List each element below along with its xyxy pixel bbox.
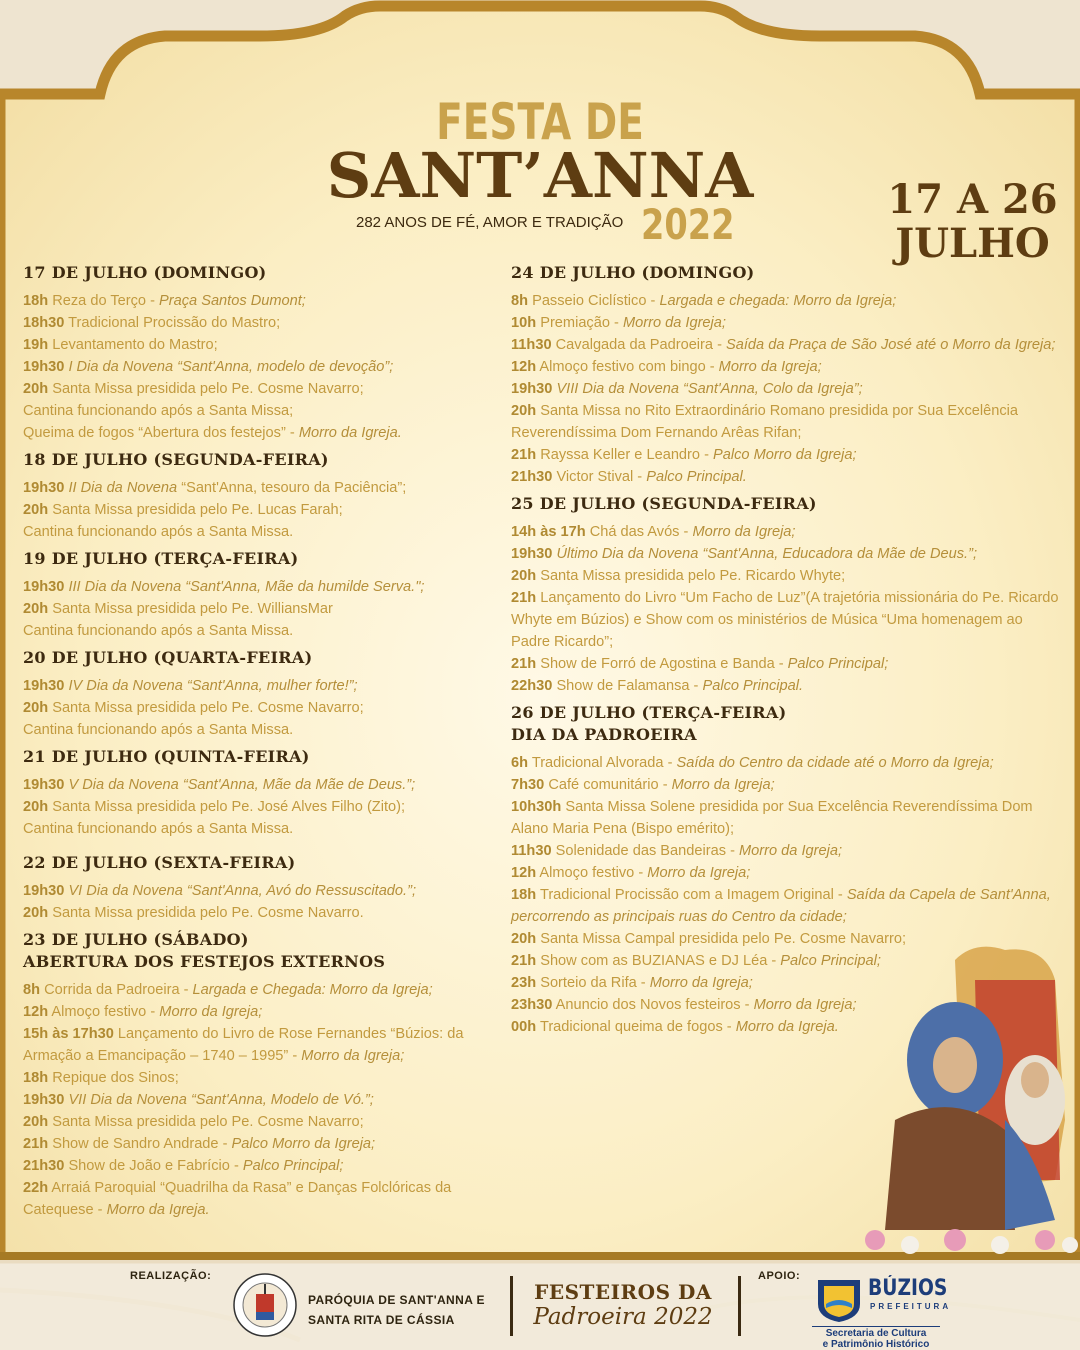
event-time: 14h às 17h — [511, 524, 586, 540]
event-list — [23, 576, 493, 642]
event-time: 19h30 — [23, 1092, 65, 1108]
day-title: 20 DE JULHO (QUARTA-FEIRA) — [23, 648, 313, 667]
event-text: Show de João e Fabrício — [64, 1158, 230, 1174]
schedule-left-column — [23, 262, 493, 1221]
event-time: 19h30 — [23, 883, 65, 899]
event-time: 18h30 — [23, 315, 65, 331]
event-item — [511, 862, 1061, 884]
realizacao-label: REALIZAÇÃO: — [130, 1270, 212, 1282]
event-place: Palco Principal; — [780, 953, 881, 969]
event-time: 18h — [511, 887, 537, 903]
event-place: Morro da Igreja; — [159, 1004, 263, 1020]
event-text: Santa Missa presidida pelo Pe. Cosme Navarro. — [48, 905, 364, 921]
date-range-line2: JULHO — [895, 220, 1050, 267]
event-time: 11h30 — [511, 843, 552, 859]
day-title: 24 DE JULHO (DOMINGO) — [511, 263, 755, 282]
event-separator: - — [700, 447, 714, 463]
event-text: Almoço festivo — [536, 865, 635, 881]
event-text: Cantina funcionando após a Santa Missa. — [23, 524, 294, 540]
event-text: Tradicional Procissão do Mastro; — [64, 315, 281, 331]
event-time: 18h — [23, 1070, 49, 1086]
event-item — [23, 290, 493, 312]
event-separator: - — [679, 524, 693, 540]
event-time: 20h — [23, 799, 49, 815]
event-item — [511, 312, 1061, 334]
event-item — [511, 840, 1061, 862]
day-heading — [23, 852, 493, 874]
event-time: 6h — [511, 755, 529, 771]
event-text: Levantamento do Mastro; — [48, 337, 218, 353]
event-time: 23h30 — [511, 997, 553, 1013]
event-time: 12h — [511, 865, 537, 881]
day-section — [511, 262, 1061, 488]
event-item — [23, 697, 493, 719]
event-text: Santa Missa Solene presidida por Sua Excelência Reverendíssima Dom Alano Maria Pena (Bispo emérito); — [511, 799, 1033, 837]
event-text: Corrida da Padroeira — [40, 982, 180, 998]
event-separator: - — [609, 315, 623, 331]
event-place: Morro da Igreja; — [647, 865, 751, 881]
event-time: 21h — [511, 656, 537, 672]
event-time: 19h30 — [511, 546, 553, 562]
event-text: Show de Forró de Agostina e Banda — [536, 656, 775, 672]
event-text: Santa Missa presidida pelo Pe. Ricardo Whyte; — [536, 568, 846, 584]
event-place: I Dia da Novena “Sant'Anna, modelo de devoção”; — [68, 359, 394, 375]
subtitle: 282 ANOS DE FÉ, AMOR E TRADIÇÃO — [356, 214, 624, 231]
event-time: 20h — [511, 403, 537, 419]
event-separator: - — [146, 293, 160, 309]
event-place: II Dia da Novena — [68, 480, 178, 496]
festeiros-subtitle: Padroeira 2022 — [533, 1304, 713, 1330]
event-text: Victor Stival — [552, 469, 634, 485]
day-title: 26 DE JULHO (TERÇA-FEIRA) — [511, 703, 787, 722]
event-text: Café comunitário — [544, 777, 659, 793]
event-item — [511, 290, 1061, 312]
event-separator: - — [767, 953, 781, 969]
event-time: 21h30 — [511, 469, 553, 485]
day-title: 18 DE JULHO (SEGUNDA-FEIRA) — [23, 450, 329, 469]
event-item — [23, 1023, 493, 1067]
event-item — [23, 499, 493, 521]
event-separator: - — [705, 359, 719, 375]
event-place: Palco Principal. — [646, 469, 747, 485]
event-text: Arraiá Paroquial “Quadrilha da Rasa” e Danças Folclóricas da Catequese — [23, 1180, 452, 1218]
event-time: 19h30 — [23, 777, 65, 793]
event-item — [511, 466, 1061, 488]
day-heading — [23, 647, 493, 669]
event-time: 8h — [23, 982, 41, 998]
day-heading — [23, 746, 493, 768]
event-item — [23, 356, 493, 378]
event-text: Santa Missa presidida pelo Pe. Lucas Farah; — [48, 502, 343, 518]
event-place: Morro da Igreja; — [649, 975, 753, 991]
event-item — [511, 653, 1061, 675]
event-item — [23, 818, 493, 840]
event-time: 22h — [23, 1180, 49, 1196]
event-text: Show de Falamansa — [552, 678, 690, 694]
event-place: Morro da Igreja. — [735, 1019, 839, 1035]
event-item — [511, 774, 1061, 796]
event-time: 20h — [23, 1114, 49, 1130]
event-item — [23, 1177, 493, 1221]
event-text: Tradicional Alvorada — [528, 755, 664, 771]
title-year: 2022 — [641, 200, 735, 249]
day-title: 23 DE JULHO (SÁBADO) — [23, 930, 249, 949]
event-item — [511, 675, 1061, 697]
event-item — [23, 422, 493, 444]
event-separator: - — [663, 755, 677, 771]
event-item — [23, 675, 493, 697]
event-separator: - — [658, 777, 672, 793]
title-santanna: SANT’ANNA — [326, 139, 754, 212]
event-place: Saída do Centro da cidade até o Morro da Igreja; — [676, 755, 994, 771]
event-separator: - — [179, 982, 193, 998]
event-separator: - — [722, 1019, 736, 1035]
secretaria-label: Secretaria de Cultura e Patrimônio Histórico — [812, 1326, 940, 1350]
event-time: 20h — [23, 502, 49, 518]
event-text: Tradicional Procissão com a Imagem Original — [536, 887, 834, 903]
saint-anne-statue-image — [855, 940, 1080, 1258]
event-time: 20h — [23, 601, 49, 617]
event-text: Anuncio dos Novos festeiros — [552, 997, 741, 1013]
event-time: 12h — [23, 1004, 49, 1020]
event-separator: - — [93, 1202, 107, 1218]
event-text: Cavalgada da Padroeira — [551, 337, 714, 353]
event-text: Santa Missa presidida pelo Pe. José Alves Filho (Zito); — [48, 799, 406, 815]
day-section — [23, 746, 493, 840]
event-separator: - — [285, 425, 299, 441]
event-text: Rayssa Keller e Leandro — [536, 447, 701, 463]
event-separator: - — [634, 865, 648, 881]
event-list — [23, 774, 493, 840]
event-item — [23, 312, 493, 334]
event-place: Morro da Igreja; — [622, 315, 726, 331]
event-item — [511, 444, 1061, 466]
day-heading — [23, 929, 493, 973]
day-section — [23, 548, 493, 642]
event-separator: - — [713, 337, 727, 353]
event-item — [511, 334, 1061, 356]
event-item — [511, 565, 1061, 587]
event-item — [23, 774, 493, 796]
event-time: 8h — [511, 293, 529, 309]
event-item — [23, 979, 493, 1001]
event-item — [23, 620, 493, 642]
event-text: Reza do Terço — [48, 293, 147, 309]
event-item — [23, 576, 493, 598]
event-time: 19h30 — [511, 381, 553, 397]
parish-name: PARÓQUIA DE SANT'ANNA E SANTA RITA DE CÁSSIA — [308, 1293, 485, 1327]
event-list — [23, 675, 493, 741]
event-time: 21h30 — [23, 1158, 65, 1174]
event-text: Lançamento do Livro de Rose Fernandes “Búzios: da Armação a Emancipação – 1740 – 1995” — [23, 1026, 464, 1064]
event-item — [23, 1067, 493, 1089]
event-text: Chá das Avós — [585, 524, 680, 540]
event-text: Cantina funcionando após a Santa Missa. — [23, 623, 294, 639]
day-section — [23, 852, 493, 924]
event-item — [511, 521, 1061, 543]
event-list — [23, 290, 493, 444]
event-time: 10h — [511, 315, 537, 331]
event-list — [23, 979, 493, 1221]
event-text: Santa Missa Campal presidida pelo Pe. Cosme Navarro; — [536, 931, 907, 947]
buzios-crest-logo — [812, 1274, 866, 1324]
footer-divider — [738, 1276, 741, 1336]
event-text: “Sant'Anna, tesouro da Paciência”; — [177, 480, 407, 496]
schedule-right-column — [511, 262, 1061, 1038]
festeiros-title: FESTEIROS DA — [534, 1280, 712, 1304]
event-item — [23, 1155, 493, 1177]
event-separator: - — [636, 975, 650, 991]
event-text: Lançamento do Livro “Um Facho de Luz”(A trajetória missionária do Pe. Ricardo Whyte em Búzios) e Show com os ministérios de Música “Uma homenagem ao Padre Ricardo”; — [511, 590, 1059, 650]
event-item — [511, 796, 1061, 840]
event-time: 18h — [23, 293, 49, 309]
event-text: Santa Missa presidida pelo Pe. Cosme Navarro; — [48, 381, 364, 397]
event-item — [23, 902, 493, 924]
day-title: 21 DE JULHO (QUINTA-FEIRA) — [23, 747, 310, 766]
event-time: 21h — [511, 953, 537, 969]
event-place: VI Dia da Novena “Sant'Anna, Avó do Ressuscitado.”; — [68, 883, 417, 899]
event-separator: - — [774, 656, 788, 672]
event-place: Largada e Chegada: Morro da Igreja; — [192, 982, 433, 998]
day-section — [23, 647, 493, 741]
day-heading — [23, 548, 493, 570]
day-heading — [511, 493, 1061, 515]
event-time: 19h30 — [23, 678, 65, 694]
day-heading — [511, 262, 1061, 284]
event-item — [23, 796, 493, 818]
event-time: 11h30 — [511, 337, 552, 353]
event-place: Morro da Igreja; — [718, 359, 822, 375]
event-item — [23, 880, 493, 902]
day-title: 22 DE JULHO (SEXTA-FEIRA) — [23, 853, 296, 872]
event-place: Morro da Igreja; — [671, 777, 775, 793]
event-time: 19h30 — [23, 480, 65, 496]
event-time: 19h — [23, 337, 49, 353]
event-item — [23, 598, 493, 620]
date-range — [880, 178, 1065, 266]
event-place: Palco Morro da Igreja; — [231, 1136, 376, 1152]
event-item — [511, 752, 1061, 774]
day-heading — [23, 449, 493, 471]
apoio-label: APOIO: — [758, 1270, 801, 1282]
event-text: Santa Missa presidida pelo Pe. WilliansMar — [48, 601, 333, 617]
day-title: 25 DE JULHO (SEGUNDA-FEIRA) — [511, 494, 817, 513]
buzios-prefeitura: PREFEITURA — [870, 1302, 952, 1311]
event-separator: - — [740, 997, 754, 1013]
event-time: 20h — [511, 568, 537, 584]
event-item — [23, 1089, 493, 1111]
event-place: Palco Morro da Igreja; — [713, 447, 857, 463]
day-section — [511, 493, 1061, 697]
event-item — [23, 334, 493, 356]
event-place: Palco Principal. — [702, 678, 804, 694]
event-item — [23, 1133, 493, 1155]
event-text: Cantina funcionando após a Santa Missa. — [23, 722, 294, 738]
event-list — [23, 477, 493, 543]
event-item — [23, 378, 493, 400]
event-place: VII Dia da Novena “Sant'Anna, Modelo de Vó.”; — [68, 1092, 374, 1108]
event-item — [23, 400, 493, 422]
event-item — [511, 543, 1061, 565]
event-time: 19h30 — [23, 359, 65, 375]
event-item — [23, 1001, 493, 1023]
day-section — [23, 262, 493, 444]
event-place: Morro da Igreja. — [106, 1202, 210, 1218]
event-place: Morro da Igreja; — [739, 843, 843, 859]
event-separator: - — [229, 1158, 243, 1174]
buzios-name: BÚZIOS — [868, 1276, 948, 1301]
event-time: 20h — [23, 381, 49, 397]
event-text: Tradicional queima de fogos — [536, 1019, 723, 1035]
event-item — [23, 719, 493, 741]
day-title: 19 DE JULHO (TERÇA-FEIRA) — [23, 549, 299, 568]
event-separator: - — [833, 887, 847, 903]
event-item — [23, 477, 493, 499]
day-heading — [511, 702, 1061, 746]
event-text: Santa Missa no Rito Extraordinário Romano presidida por Sua Excelência Reverendíssima Dom Fernando Arêas Rifan; — [511, 403, 1018, 441]
event-text: Santa Missa presidida pelo Pe. Cosme Navarro; — [48, 1114, 364, 1130]
event-item — [511, 356, 1061, 378]
day-section — [23, 929, 493, 1221]
event-time: 21h — [23, 1136, 49, 1152]
event-text: Solenidade das Bandeiras — [551, 843, 727, 859]
event-text: Santa Missa presidida pelo Pe. Cosme Navarro; — [48, 700, 364, 716]
event-place: IV Dia da Novena “Sant'Anna, mulher forte!”; — [68, 678, 358, 694]
event-text: Repique dos Sinos; — [48, 1070, 179, 1086]
event-time: 15h às 17h30 — [23, 1026, 114, 1042]
event-separator: - — [218, 1136, 232, 1152]
day-subtitle: DIA DA PADROEIRA — [511, 725, 697, 744]
event-separator: - — [689, 678, 703, 694]
event-place: Morro da Igreja. — [298, 425, 402, 441]
event-text: Queima de fogos “Abertura dos festejos” — [23, 425, 286, 441]
event-separator: - — [288, 1048, 302, 1064]
event-separator: - — [726, 843, 740, 859]
date-range-line1: 17 A 26 — [887, 176, 1058, 223]
event-separator: - — [633, 469, 647, 485]
event-time: 7h30 — [511, 777, 545, 793]
event-time: 12h — [511, 359, 537, 375]
event-place: Palco Principal; — [242, 1158, 344, 1174]
event-time: 21h — [511, 447, 537, 463]
event-place: Morro da Igreja; — [692, 524, 796, 540]
event-time: 23h — [511, 975, 537, 991]
event-time: 20h — [511, 931, 537, 947]
event-place: Largada e chegada: Morro da Igreja; — [659, 293, 897, 309]
event-place: Praça Santos Dumont; — [159, 293, 306, 309]
title-festa-de: FESTA DE — [436, 93, 644, 151]
event-text: Premiação — [536, 315, 610, 331]
event-time: 22h30 — [511, 678, 553, 694]
event-place: V Dia da Novena “Sant'Anna, Mãe da Mãe de Deus.”; — [68, 777, 416, 793]
event-text: Show com as BUZIANAS e DJ Léa — [536, 953, 768, 969]
event-text: Cantina funcionando após a Santa Missa. — [23, 821, 294, 837]
event-item — [23, 1111, 493, 1133]
event-text: Passeio Ciclístico — [528, 293, 647, 309]
event-place: Morro da Igreja; — [753, 997, 857, 1013]
event-item — [511, 884, 1061, 928]
event-text: Almoço festivo com bingo — [536, 359, 706, 375]
event-time: 20h — [23, 700, 49, 716]
parish-seal-logo — [232, 1272, 298, 1338]
event-text: Almoço festivo — [48, 1004, 147, 1020]
event-place: VIII Dia da Novena “Sant'Anna, Colo da Igreja”; — [556, 381, 863, 397]
event-text: Cantina funcionando após a Santa Missa; — [23, 403, 294, 419]
event-place: Saída da Praça de São José até o Morro da Igreja; — [726, 337, 1056, 353]
event-place: Saída da Capela de Sant'Anna, percorrendo as principais ruas do Centro da cidade; — [511, 887, 1051, 925]
event-separator: - — [146, 1004, 160, 1020]
event-place: Palco Principal; — [787, 656, 889, 672]
event-list — [511, 521, 1061, 697]
footer-divider — [510, 1276, 513, 1336]
event-place: III Dia da Novena “Sant'Anna, Mãe da humilde Serva."; — [68, 579, 425, 595]
event-item — [23, 521, 493, 543]
event-item — [511, 400, 1061, 444]
event-time: 20h — [23, 905, 49, 921]
day-subtitle: ABERTURA DOS FESTEJOS EXTERNOS — [23, 952, 386, 971]
day-section — [23, 449, 493, 543]
event-item — [511, 378, 1061, 400]
event-time: 00h — [511, 1019, 537, 1035]
event-list — [511, 290, 1061, 488]
event-list — [23, 880, 493, 924]
event-time: 21h — [511, 590, 537, 606]
event-time: 19h30 — [23, 579, 65, 595]
event-place: Morro da Igreja; — [301, 1048, 405, 1064]
event-text: Show de Sandro Andrade — [48, 1136, 219, 1152]
day-heading — [23, 262, 493, 284]
event-item — [511, 587, 1061, 653]
event-separator: - — [646, 293, 660, 309]
event-text: Sorteio da Rifa — [536, 975, 637, 991]
day-title: 17 DE JULHO (DOMINGO) — [23, 263, 267, 282]
event-time: 10h30h — [511, 799, 562, 815]
event-place: Último Dia da Novena “Sant'Anna, Educadora da Mãe de Deus.”; — [556, 546, 978, 562]
